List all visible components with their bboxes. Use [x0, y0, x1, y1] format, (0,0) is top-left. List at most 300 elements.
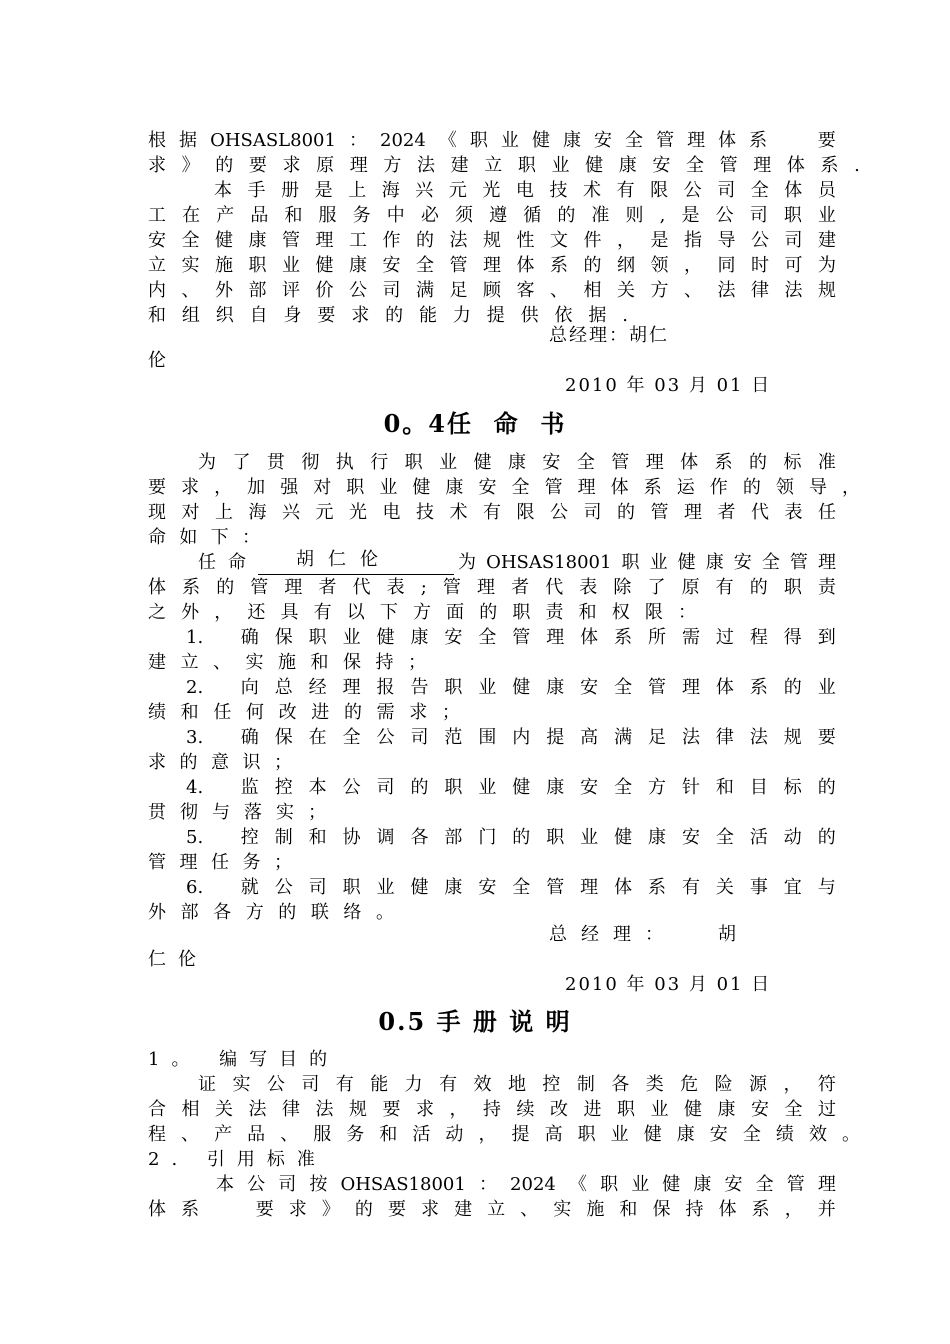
section-heading-appointment: 0。4任 命 书	[383, 409, 567, 438]
body-line	[148, 128, 836, 153]
glyph: 有	[439, 1074, 458, 1095]
glyph: ，	[449, 1099, 468, 1120]
glyph: 代	[352, 577, 371, 598]
body-line	[186, 625, 836, 650]
glyph: 公	[274, 877, 293, 898]
glyph: 理	[681, 677, 700, 698]
glyph: 系	[820, 155, 839, 176]
glyph: 术	[583, 180, 602, 201]
glyph: 的	[817, 777, 836, 798]
body-line	[148, 700, 460, 725]
glyph: 价	[315, 280, 334, 301]
glyph: 程	[148, 1124, 166, 1145]
body-line: 1。 编写目的	[148, 1049, 340, 1070]
glyph: 进	[583, 1099, 602, 1120]
glyph: 方	[648, 777, 667, 798]
glyph: 得	[783, 627, 802, 648]
glyph: 理	[546, 627, 565, 648]
glyph: 全	[715, 827, 734, 848]
appoint-suffix	[458, 550, 836, 575]
glyph: 健	[473, 452, 492, 473]
glyph: ；	[408, 652, 426, 673]
appoint-prefix: 任命	[198, 552, 258, 573]
glyph: 职	[783, 577, 802, 598]
glyph: 要	[382, 1099, 401, 1120]
glyph: 康	[705, 552, 724, 573]
glyph: 公	[683, 180, 702, 201]
glyph: 职	[404, 452, 423, 473]
glyph: 关	[715, 877, 734, 898]
glyph: 代	[545, 577, 564, 598]
glyph: 有	[313, 602, 332, 623]
body-line	[148, 253, 836, 278]
glyph: 管	[148, 852, 166, 873]
glyph: 表	[784, 502, 803, 523]
glyph: 所	[648, 627, 667, 648]
glyph: 足	[648, 727, 667, 748]
glyph: 业	[478, 677, 497, 698]
glyph: 任	[211, 852, 229, 873]
glyph: 司	[382, 280, 401, 301]
glyph: 安	[724, 1174, 743, 1195]
glyph: 律	[715, 727, 734, 748]
glyph: 安	[542, 452, 561, 473]
glyph: 贯	[148, 802, 166, 823]
glyph: 海	[248, 502, 267, 523]
body-line	[148, 600, 696, 625]
glyph: 体	[610, 477, 629, 498]
glyph: 康	[349, 255, 367, 276]
glyph: 要	[148, 477, 166, 498]
glyph: 立	[487, 1199, 506, 1220]
glyph: 要	[387, 1199, 406, 1220]
glyph: 领	[775, 477, 794, 498]
glyph: 员	[817, 180, 836, 201]
glyph: 公	[247, 1174, 266, 1195]
glyph: 健	[585, 155, 604, 176]
glyph: 律	[282, 1099, 300, 1120]
glyph: 活	[412, 1124, 431, 1145]
glyph	[219, 825, 225, 850]
glyph: 管	[786, 1174, 805, 1195]
glyph: 《	[568, 1174, 587, 1195]
glyph: 准	[591, 205, 610, 226]
glyph: 2.	[186, 677, 204, 698]
body-line	[148, 1197, 836, 1222]
glyph: 理	[477, 577, 496, 598]
glyph: 告	[410, 677, 429, 698]
glyph: 技	[416, 502, 434, 523]
glyph: 命	[148, 527, 166, 548]
glyph: 全	[761, 552, 780, 573]
glyph: 持	[483, 1099, 501, 1120]
glyph: 供	[520, 305, 539, 326]
glyph: 业	[631, 1174, 650, 1195]
glyph: 实	[276, 802, 294, 823]
glyph: 管	[442, 577, 461, 598]
body-line	[148, 500, 836, 525]
glyph: 业	[817, 205, 836, 226]
glyph: 公	[715, 205, 734, 226]
glyph: 导	[717, 230, 736, 251]
glyph: ：	[348, 130, 367, 151]
glyph: ，	[784, 1199, 803, 1220]
glyph: 在	[182, 205, 201, 226]
glyph: 建	[450, 155, 469, 176]
glyph: 的	[617, 502, 635, 523]
glyph: 保	[274, 727, 293, 748]
glyph: 业	[342, 627, 361, 648]
glyph: 管	[282, 230, 300, 251]
glyph: 、	[181, 280, 200, 301]
glyph: 提	[511, 1124, 530, 1145]
glyph: 司	[376, 777, 395, 798]
glyph: 需	[376, 702, 395, 723]
glyph: ;	[420, 577, 427, 598]
glyph: 求	[421, 1199, 440, 1220]
body-line	[186, 675, 836, 700]
glyph: 全	[686, 155, 704, 176]
glyph: 了	[232, 452, 251, 473]
glyph: 全	[614, 777, 633, 798]
glyph: 和	[715, 777, 734, 798]
glyph: 全	[576, 452, 595, 473]
glyph: 本	[216, 1174, 234, 1195]
glyph: ：	[478, 1174, 497, 1195]
glyph: .	[854, 155, 860, 176]
glyph: 动	[783, 827, 802, 848]
glyph: 有	[483, 502, 501, 523]
glyph: ，	[841, 477, 860, 498]
glyph: 力	[452, 305, 471, 326]
glyph: 康	[693, 1174, 712, 1195]
glyph: 元	[315, 502, 334, 523]
signature-date: 2010 年 03 月 01 日	[565, 375, 772, 396]
glyph: 限	[650, 180, 669, 201]
glyph: 康	[248, 230, 267, 251]
body-line	[198, 1072, 836, 1097]
glyph: 系	[643, 477, 662, 498]
glyph: 职	[248, 255, 267, 276]
glyph: 导	[808, 477, 827, 498]
glyph: 体	[516, 255, 535, 276]
glyph: 4.	[186, 777, 204, 798]
body-line	[186, 825, 836, 850]
glyph: 康	[444, 877, 463, 898]
glyph: 体	[718, 130, 737, 151]
glyph: 代	[751, 502, 769, 523]
glyph: 业	[478, 777, 497, 798]
glyph: 目	[749, 777, 768, 798]
glyph: 求	[148, 752, 166, 773]
glyph: 有	[715, 577, 734, 598]
glyph: 健	[512, 777, 531, 798]
glyph: 监	[240, 777, 259, 798]
glyph: 管	[719, 155, 738, 176]
body-line	[186, 875, 836, 900]
glyph: 就	[240, 877, 259, 898]
glyph: 公	[550, 502, 568, 523]
glyph: 理	[580, 877, 599, 898]
glyph: 过	[818, 1099, 836, 1120]
glyph: 须	[454, 205, 473, 226]
body-line	[148, 1097, 836, 1122]
glyph: 体	[148, 577, 166, 598]
glyph	[214, 1197, 220, 1222]
glyph: 相	[583, 280, 602, 301]
glyph: 持	[375, 652, 394, 673]
glyph: 现	[148, 502, 166, 523]
glyph: 全	[755, 1174, 774, 1195]
glyph: 的	[583, 255, 602, 276]
glyph: 康	[618, 155, 637, 176]
glyph: 与	[817, 877, 836, 898]
glyph: 理	[483, 255, 501, 276]
glyph: 相	[181, 1099, 200, 1120]
glyph: 评	[282, 280, 300, 301]
glyph: 职	[617, 1099, 635, 1120]
glyph: 系	[182, 577, 201, 598]
glyph: 司	[410, 727, 429, 748]
glyph: 方	[245, 902, 264, 923]
glyph: 手	[247, 180, 266, 201]
glyph: 针	[681, 777, 700, 798]
glyph: 安	[751, 1099, 769, 1120]
glyph: 和	[578, 602, 597, 623]
glyph: 是	[650, 230, 669, 251]
glyph: 关	[215, 1099, 233, 1120]
glyph: 要	[248, 155, 267, 176]
glyph: 法	[417, 155, 435, 176]
glyph: 责	[545, 602, 564, 623]
glyph: 职	[621, 552, 640, 573]
glyph: 据	[179, 130, 198, 151]
glyph: 的	[343, 702, 362, 723]
glyph: 兴	[282, 502, 300, 523]
glyph: 系	[749, 677, 768, 698]
glyph: 理	[817, 1174, 836, 1195]
glyph: 为	[458, 552, 476, 573]
body-line	[148, 800, 326, 825]
glyph: 和	[619, 1199, 638, 1220]
glyph: 服	[318, 205, 337, 226]
body-line	[198, 450, 836, 475]
glyph: 安	[478, 877, 497, 898]
glyph: 职	[577, 1124, 596, 1145]
glyph: 管	[250, 577, 269, 598]
glyph: 彻	[301, 452, 320, 473]
glyph: 品	[250, 205, 269, 226]
glyph: 体	[148, 1199, 166, 1220]
glyph: 高	[580, 727, 599, 748]
glyph: 事	[749, 877, 768, 898]
glyph: 和	[310, 652, 329, 673]
glyph: 对	[181, 502, 200, 523]
glyph: 法	[315, 1099, 334, 1120]
glyph: 向	[240, 677, 259, 698]
glyph: 系	[614, 627, 633, 648]
glyph: 安	[478, 477, 497, 498]
glyph: 公	[349, 280, 367, 301]
glyph: 的	[215, 155, 234, 176]
signer-name-tail: 仁伦	[148, 949, 208, 970]
body-line	[148, 153, 860, 178]
glyph: 总	[274, 677, 293, 698]
glyph: 业	[551, 155, 570, 176]
glyph: 控	[240, 827, 259, 848]
glyph: 法	[717, 280, 736, 301]
glyph: 康	[676, 1124, 695, 1145]
glyph: 各	[213, 902, 232, 923]
glyph: 求	[288, 1199, 307, 1220]
body-line	[148, 1122, 860, 1147]
glyph: 的	[742, 477, 761, 498]
glyph: 落	[244, 802, 262, 823]
glyph: OHSASL8001	[210, 130, 336, 151]
glyph: 健	[677, 552, 696, 573]
glyph: 健	[315, 255, 334, 276]
glyph: 安	[594, 130, 613, 151]
glyph: 管	[656, 130, 675, 151]
glyph: 改	[278, 702, 297, 723]
glyph: 运	[676, 477, 695, 498]
glyph: 原	[316, 155, 335, 176]
glyph: OHSAS18001	[340, 1174, 466, 1195]
glyph: 中	[386, 205, 405, 226]
glyph: 全	[614, 677, 633, 698]
glyph: 实	[553, 1199, 572, 1220]
glyph: 上	[348, 180, 367, 201]
glyph: 》	[321, 1199, 340, 1220]
glyph: ，	[783, 1074, 802, 1095]
glyph: 术	[449, 502, 468, 523]
glyph: 络	[343, 902, 362, 923]
glyph: 并	[817, 1199, 836, 1220]
glyph: 权	[611, 602, 630, 623]
glyph: 康	[410, 627, 429, 648]
glyph: 产	[216, 205, 235, 226]
glyph: 上	[215, 502, 233, 523]
glyph: .	[622, 305, 628, 326]
glyph: 者	[318, 577, 337, 598]
glyph: ，	[214, 602, 233, 623]
signer-label: 总经理：	[549, 924, 677, 945]
glyph: 的	[416, 230, 434, 251]
glyph: 纲	[617, 255, 635, 276]
signer-name: 胡	[718, 924, 738, 945]
glyph: 调	[376, 827, 395, 848]
glyph: 的	[216, 577, 235, 598]
glyph: 限	[516, 502, 535, 523]
glyph: 、	[280, 1124, 299, 1145]
glyph: 顾	[483, 280, 501, 301]
glyph: 行	[370, 452, 389, 473]
glyph: 施	[215, 255, 233, 276]
glyph: 联	[310, 902, 329, 923]
glyph: 管	[611, 452, 630, 473]
glyph: 自	[249, 305, 268, 326]
glyph: 贯	[266, 452, 285, 473]
glyph: 司	[301, 1074, 320, 1095]
glyph: 业	[379, 477, 398, 498]
glyph: ,	[659, 205, 666, 226]
body-line	[148, 203, 836, 228]
glyph: 效	[808, 1124, 827, 1145]
glyph: 要	[255, 1199, 274, 1220]
glyph: 、	[213, 652, 231, 673]
glyph	[219, 625, 225, 650]
glyph: 还	[247, 602, 266, 623]
glyph: 法	[681, 727, 700, 748]
glyph: 、	[684, 280, 702, 301]
glyph: 原	[681, 577, 700, 598]
glyph: 康	[445, 477, 464, 498]
glyph: 的	[783, 677, 802, 698]
glyph: 健	[684, 1099, 702, 1120]
glyph: 安	[382, 255, 401, 276]
glyph: 限	[644, 602, 663, 623]
glyph: 服	[313, 1124, 332, 1145]
glyph: 》	[181, 155, 200, 176]
glyph: 。	[841, 1124, 860, 1145]
glyph: 系	[714, 452, 733, 473]
glyph: 彻	[180, 802, 198, 823]
glyph: 康	[648, 827, 667, 848]
glyph: 求	[148, 155, 166, 176]
glyph: 健	[531, 130, 550, 151]
glyph: 关	[617, 280, 635, 301]
glyph: 有	[335, 1074, 354, 1095]
glyph: 管	[648, 677, 667, 698]
glyph: 业	[439, 452, 458, 473]
glyph: 时	[751, 255, 769, 276]
glyph: 客	[516, 280, 535, 301]
glyph: 技	[549, 180, 568, 201]
glyph: 体	[580, 627, 599, 648]
glyph: 部	[248, 280, 267, 301]
glyph: 组	[181, 305, 200, 326]
glyph: 电	[382, 502, 401, 523]
glyph: 面	[446, 602, 465, 623]
glyph	[219, 875, 225, 900]
body-line	[148, 575, 836, 600]
glyph: 身	[283, 305, 302, 326]
glyph: 性	[516, 230, 535, 251]
glyph: 部	[180, 902, 199, 923]
body-line	[148, 525, 260, 550]
glyph: 建	[148, 652, 166, 673]
glyph: 范	[444, 727, 463, 748]
glyph: 公	[751, 230, 769, 251]
glyph: 产	[214, 1124, 233, 1145]
glyph: 求	[282, 155, 301, 176]
glyph: 提	[546, 727, 565, 748]
glyph: 的	[410, 777, 429, 798]
glyph: 的	[385, 305, 404, 326]
glyph: 部	[444, 827, 463, 848]
body-line	[186, 725, 836, 750]
glyph: 本	[308, 777, 327, 798]
glyph: 理	[817, 552, 836, 573]
signature-date: 2010 年 03 月 01 日	[565, 974, 772, 995]
glyph: 同	[717, 255, 736, 276]
glyph: 管	[789, 552, 808, 573]
glyph: 健	[643, 1124, 662, 1145]
glyph: 可	[784, 255, 803, 276]
glyph: 体	[784, 180, 803, 201]
glyph: 绩	[775, 1124, 794, 1145]
glyph: 理	[577, 477, 596, 498]
